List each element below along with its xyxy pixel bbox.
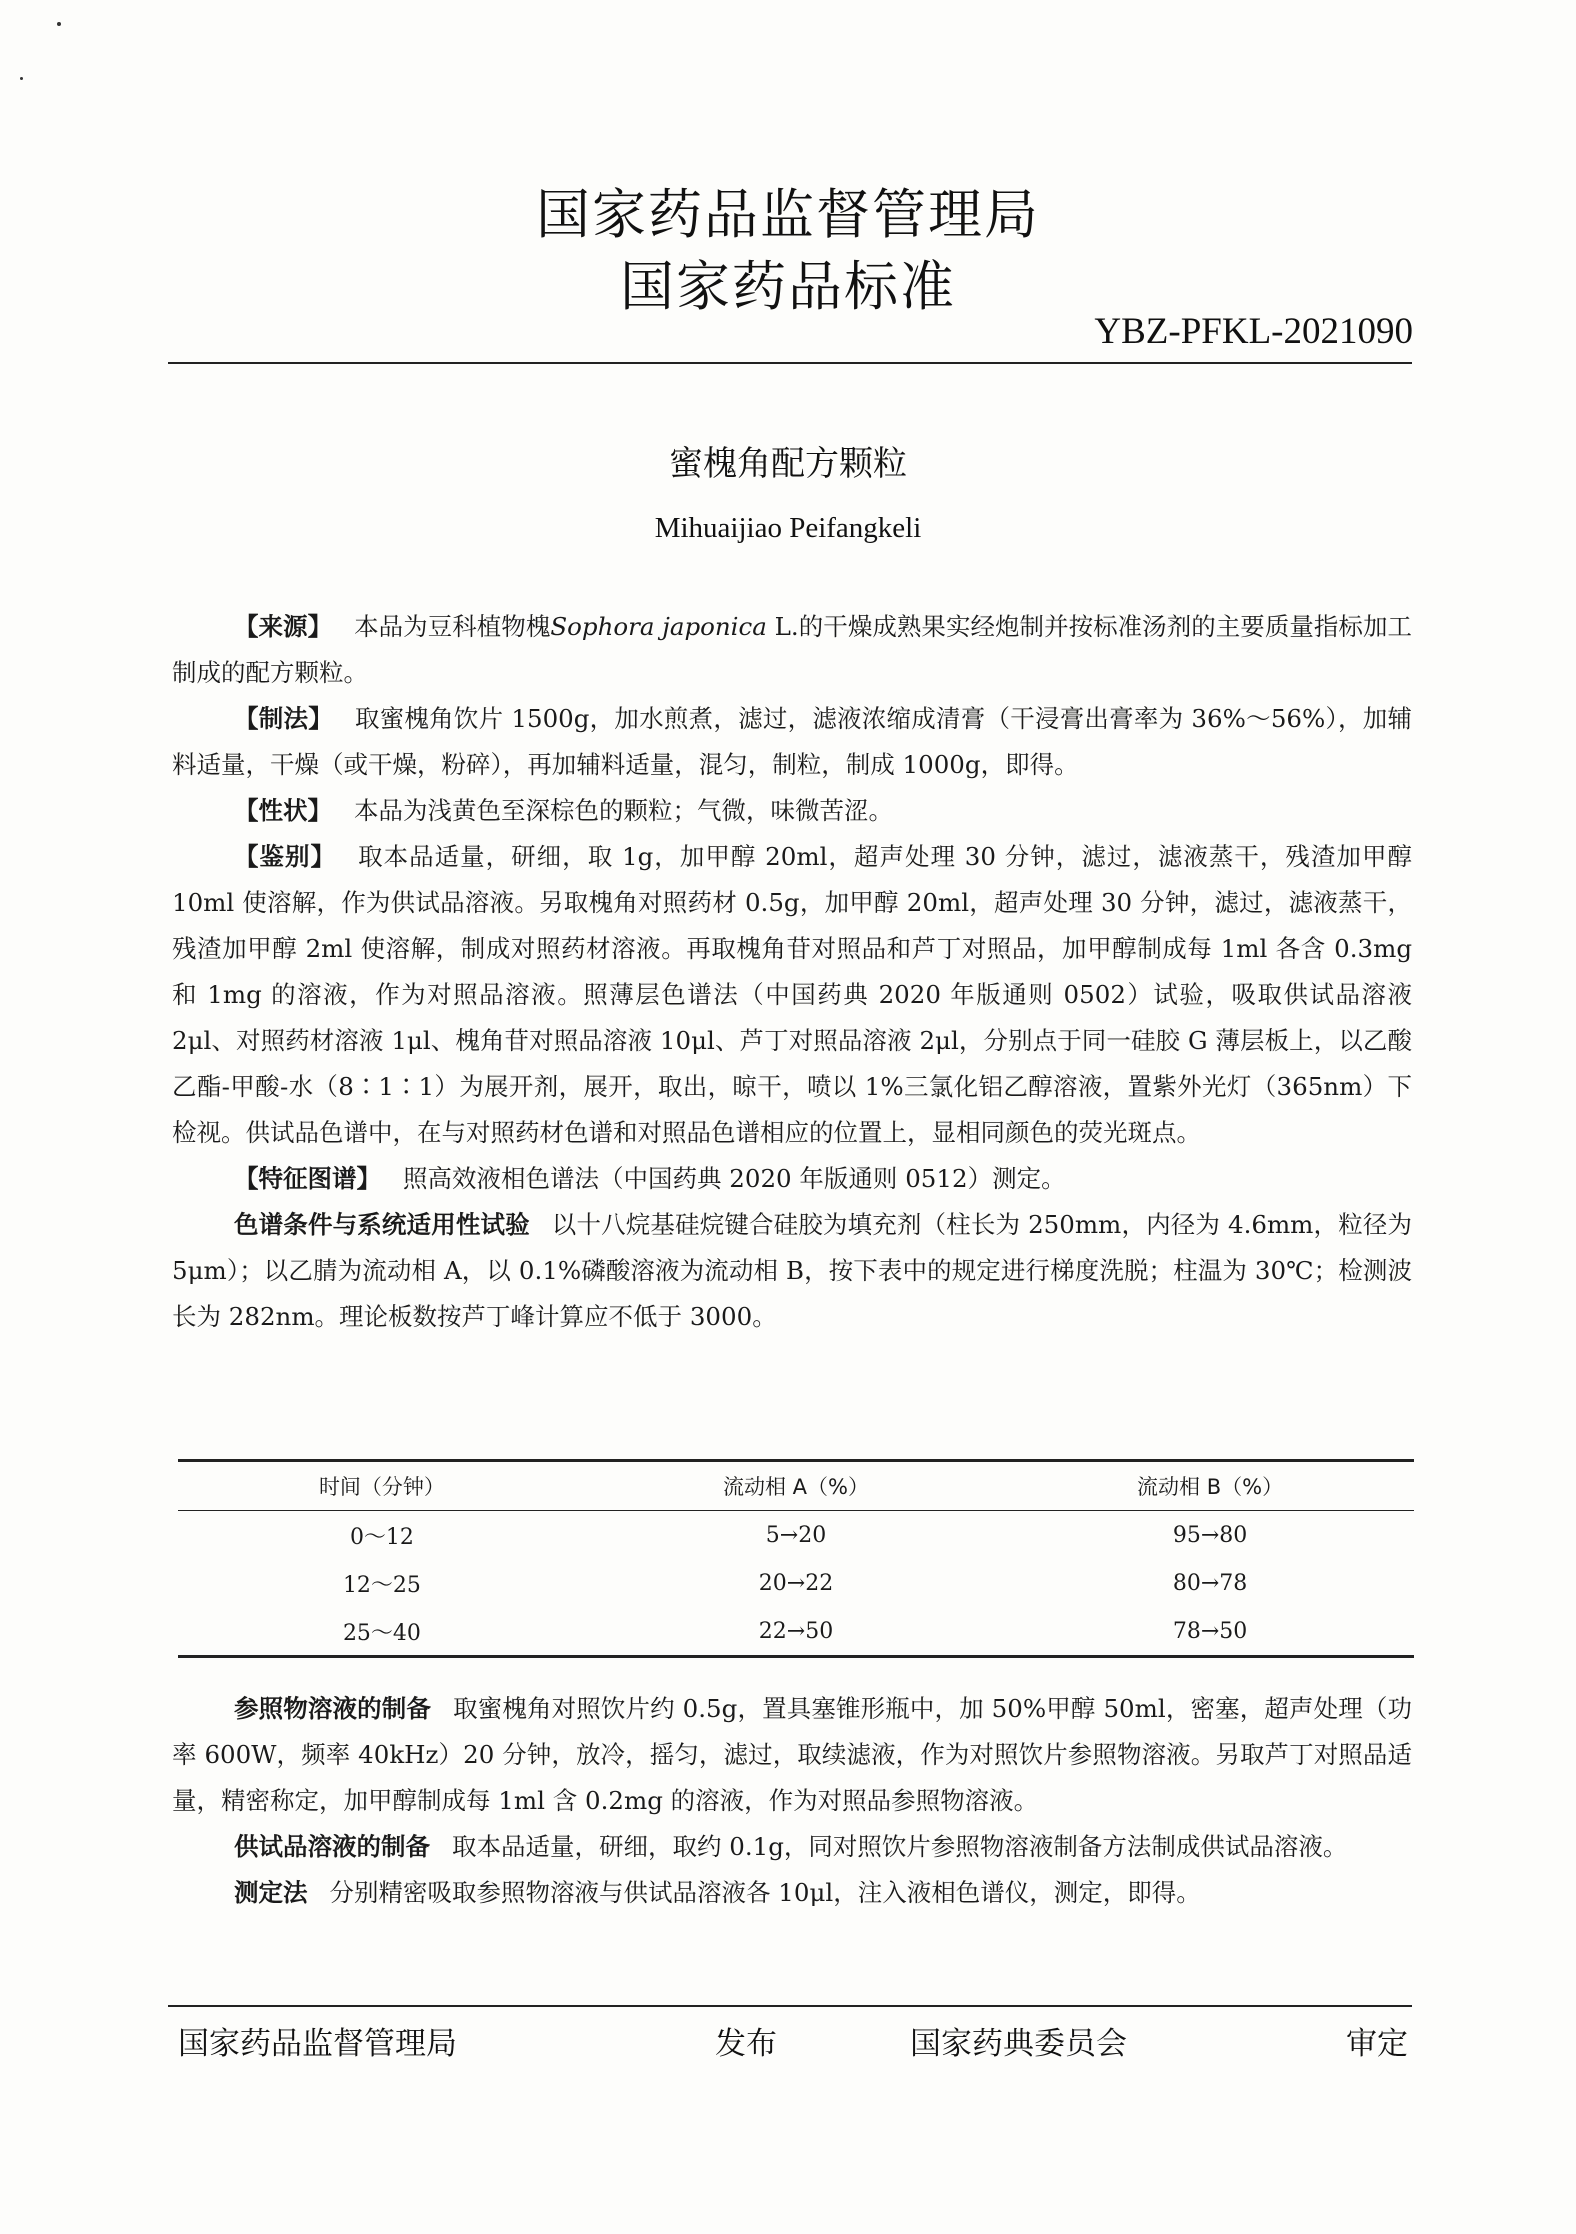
section-text: 取蜜槐角饮片 1500g，加水煎煮，滤过，滤液浓缩成清膏（干浸膏出膏率为 36%～56%），加辅料适量，干燥（或干燥，粉碎），再加辅料适量，混匀，制粒，制成 1000g，即得。: [172, 704, 1412, 779]
table-row: [178, 1559, 1414, 1607]
section-label: 【性状】: [234, 796, 332, 825]
section-determination: [172, 1870, 1412, 1916]
table-cell: 5→20: [765, 1522, 827, 1548]
section-test-solution: [172, 1824, 1412, 1870]
section-preparation: [172, 696, 1412, 788]
section-label: 【制法】: [234, 704, 333, 733]
table-header-row: [178, 1461, 1414, 1511]
standard-code: YBZ-PFKL-2021090: [1094, 311, 1413, 352]
subsection-label: 供试品溶液的制备: [234, 1832, 430, 1861]
section-text: 以十八烷基硅烷键合硅胶为填充剂（柱长为 250mm，内径为 4.6mm，粒径为 5μm）；以乙腈为流动相 A，以 0.1%磷酸溶液为流动相 B，按下表中的规定进行梯度洗脱；柱温为 30℃；检测波长为 282nm。理论板数按芦丁峰计算应不低于 3000。: [172, 1210, 1412, 1331]
section-label: 【鉴别】: [234, 842, 337, 871]
section-text: L.的干燥成熟果实经炮制并按标准汤剂的主要质量指标加工制成的配方颗粒。: [172, 612, 1412, 687]
column-header-time: 时间（分钟）: [178, 1461, 586, 1511]
table-row: [178, 1511, 1414, 1560]
section-character: [172, 788, 1412, 834]
latin-name: Sophora japonica: [550, 612, 767, 641]
subsection-label: 色谱条件与系统适用性试验: [234, 1210, 530, 1239]
table-cell: 78→50: [1006, 1607, 1414, 1657]
section-identification: [172, 834, 1412, 1156]
section-text: 照高效液相色谱法（中国药典 2020 年版通则 0512）测定。: [403, 1164, 1066, 1193]
monograph-body: [172, 604, 1412, 1340]
section-source: [172, 604, 1412, 696]
table-cell: 20→22: [758, 1570, 834, 1596]
column-header-mobile-phase-b: 流动相 B（%）: [1006, 1461, 1414, 1511]
gradient-table: [178, 1459, 1414, 1658]
section-fingerprint: [172, 1156, 1412, 1202]
section-text: 本品为豆科植物槐: [354, 612, 551, 641]
section-text: 取蜜槐角对照饮片约 0.5g，置具塞锥形瓶中，加 50%甲醇 50ml，密塞，超声处理（功率 600W，频率 40kHz）20 分钟，放冷，摇匀，滤过，取续滤液，作为对照饮片参照物溶液。另取芦丁对照品适量，精密称定，加甲醇制成每 1ml 含 0.2mg 的溶液，作为对照品参照物溶液。: [172, 1694, 1412, 1815]
table-cell: 22→50: [586, 1607, 1006, 1657]
table-cell: 80→78: [1172, 1570, 1248, 1596]
section-text: 取本品适量，研细，取 1g，加甲醇 20ml，超声处理 30 分钟，滤过，滤液蒸干，残渣加甲醇 10ml 使溶解，作为供试品溶液。另取槐角对照药材 0.5g，加甲醇 20ml，超声处理 30 分钟，滤过，滤液蒸干，残渣加甲醇 2ml 使溶解，制成对照药材溶液。再取槐角苷对照品和芦丁对照品，加甲醇制成每 1ml 各含 0.3mg 和 1mg 的溶液，作为对照品溶液。照薄层色谱法（中国药典 2020 年版通则 0502）试验，吸取供试品溶液 2μl、对照药材溶液 1μl、槐角苷对照品溶液 10μl、芦丁对照品溶液 2μl，分别点于同一硅胶 G 薄层板上，以乙酸乙酯-甲酸-水（8∶1∶1）为展开剂，展开，取出，晾干，喷以 1%三氯化铝乙醇溶液，置紫外光灯（365nm）下检视。供试品色谱中，在与对照药材色谱和对照品色谱相应的位置上，显相同颜色的荧光斑点。: [172, 842, 1412, 1147]
scan-speck: [20, 77, 23, 80]
section-text: 本品为浅黄色至深棕色的颗粒；气微，味微苦涩。: [354, 796, 893, 825]
table-cell: 0～12: [349, 1524, 414, 1550]
table-row: [178, 1607, 1414, 1657]
monograph-body-continued: [172, 1686, 1412, 1916]
footer-issue-label: 发布: [715, 2026, 777, 2062]
section-reference-solution: [172, 1686, 1412, 1824]
section-label: 【特征图谱】: [234, 1164, 381, 1193]
footer-rule: [168, 2005, 1412, 2007]
section-text: 取本品适量，研细，取约 0.1g，同对照饮片参照物溶液制备方法制成供试品溶液。: [452, 1832, 1348, 1861]
product-pinyin: Mihuaijiao Peifangkeli: [654, 512, 922, 544]
table-cell: 25～40: [178, 1607, 586, 1657]
column-header-mobile-phase-a: 流动相 A（%）: [586, 1461, 1006, 1511]
footer-review-label: 审定: [1346, 2026, 1408, 2062]
agency-title: 国家药品监督管理局: [536, 183, 1040, 246]
scan-speck: [57, 22, 61, 26]
section-text: 分别精密吸取参照物溶液与供试品溶液各 10μl，注入液相色谱仪，测定，即得。: [329, 1878, 1201, 1907]
section-label: 【来源】: [234, 612, 333, 641]
product-name: 蜜槐角配方颗粒: [669, 444, 907, 484]
footer-reviewer: 国家药典委员会: [910, 2026, 1127, 2062]
footer-issuer: 国家药品监督管理局: [178, 2026, 457, 2062]
subsection-label: 参照物溶液的制备: [234, 1694, 432, 1723]
subsection-label: 测定法: [234, 1878, 308, 1907]
table-cell: 12～25: [342, 1572, 421, 1598]
section-chromatographic-conditions: [172, 1202, 1412, 1340]
standard-title: 国家药品标准: [620, 255, 956, 318]
table-cell: 95→80: [1172, 1522, 1248, 1548]
header-rule: [168, 362, 1412, 364]
